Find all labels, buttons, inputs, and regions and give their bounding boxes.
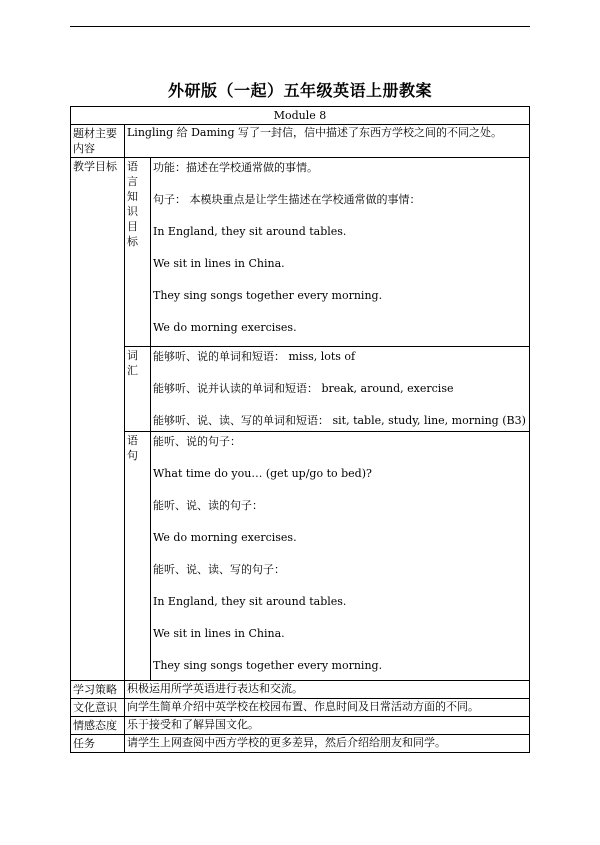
- sentence-line: 能听、说、读的句子：: [153, 499, 263, 512]
- attitude-label: 情感态度: [71, 717, 125, 735]
- sentence-line: In England, they sit around tables.: [153, 595, 347, 608]
- strategy-row: [71, 681, 530, 699]
- sentence-line: We do morning exercises.: [153, 531, 297, 544]
- sentence-line: They sing songs together every morning.: [153, 659, 383, 672]
- vocab-label: 词汇: [125, 347, 151, 432]
- language-line: 句子： 本模块重点是让学生描述在学校通常做的事情：: [153, 193, 421, 206]
- sentence-line: 能听、说的句子：: [153, 435, 241, 448]
- sentence-label: 语句: [125, 432, 151, 681]
- vocab-line: 能够听、说的单词和短语： miss, lots of: [153, 350, 356, 363]
- strategy-label: 学习策略: [71, 681, 125, 699]
- objectives-label: 教学目标: [71, 158, 125, 681]
- module-heading: Module 8: [71, 107, 530, 125]
- vocab-line: 能够听、说、读、写的单词和短语： sit, table, study, line, morning (B3): [153, 414, 526, 427]
- vocab-content: [151, 347, 530, 432]
- objective-sentence-row: [71, 432, 530, 681]
- attitude-row: [71, 717, 530, 735]
- topic-row: [71, 125, 530, 158]
- sentence-line: We sit in lines in China.: [153, 627, 285, 640]
- sentence-line: 能听、说、读、写的句子：: [153, 563, 285, 576]
- culture-row: [71, 699, 530, 717]
- topic-label: 题材主要内容: [71, 125, 125, 158]
- lesson-plan-table: [70, 106, 530, 753]
- document-title: 外研版（一起）五年级英语上册教案: [167, 81, 432, 100]
- vocab-line: 能够听、说并认读的单词和短语： break, around, exercise: [153, 382, 454, 395]
- header-rule: [70, 26, 530, 27]
- language-line: We sit in lines in China.: [153, 257, 285, 270]
- culture-label: 文化意识: [71, 699, 125, 717]
- objective-language-row: [71, 158, 530, 347]
- module-row: [71, 107, 530, 125]
- language-line: We do morning exercises.: [153, 321, 297, 334]
- objective-vocab-row: [71, 347, 530, 432]
- culture-text: 向学生简单介绍中英学校在校园布置、作息时间及日常活动方面的不同。: [125, 699, 530, 717]
- language-label: [125, 158, 151, 347]
- language-line: They sing songs together every morning.: [153, 289, 383, 302]
- task-text: 请学生上网查阅中西方学校的更多差异，然后介绍给朋友和同学。: [125, 735, 530, 753]
- language-line: 功能：描述在学校通常做的事情。: [153, 161, 318, 174]
- task-row: [71, 735, 530, 753]
- language-label-line: 知识: [127, 190, 138, 218]
- language-content: [151, 158, 530, 347]
- sentence-content: [151, 432, 530, 681]
- sentence-line: What time do you… (get up/go to bed)?: [153, 467, 372, 480]
- language-line: In England, they sit around tables.: [153, 225, 347, 238]
- topic-text: Lingling 给 Daming 写了一封信，信中描述了东西方学校之间的不同之处。: [125, 125, 530, 158]
- attitude-text: 乐于接受和了解异国文化。: [125, 717, 530, 735]
- language-label-line: 语言: [127, 160, 138, 188]
- strategy-text: 积极运用所学英语进行表达和交流。: [125, 681, 530, 699]
- task-label: 任务: [71, 735, 125, 753]
- language-label-line: 目标: [127, 220, 138, 248]
